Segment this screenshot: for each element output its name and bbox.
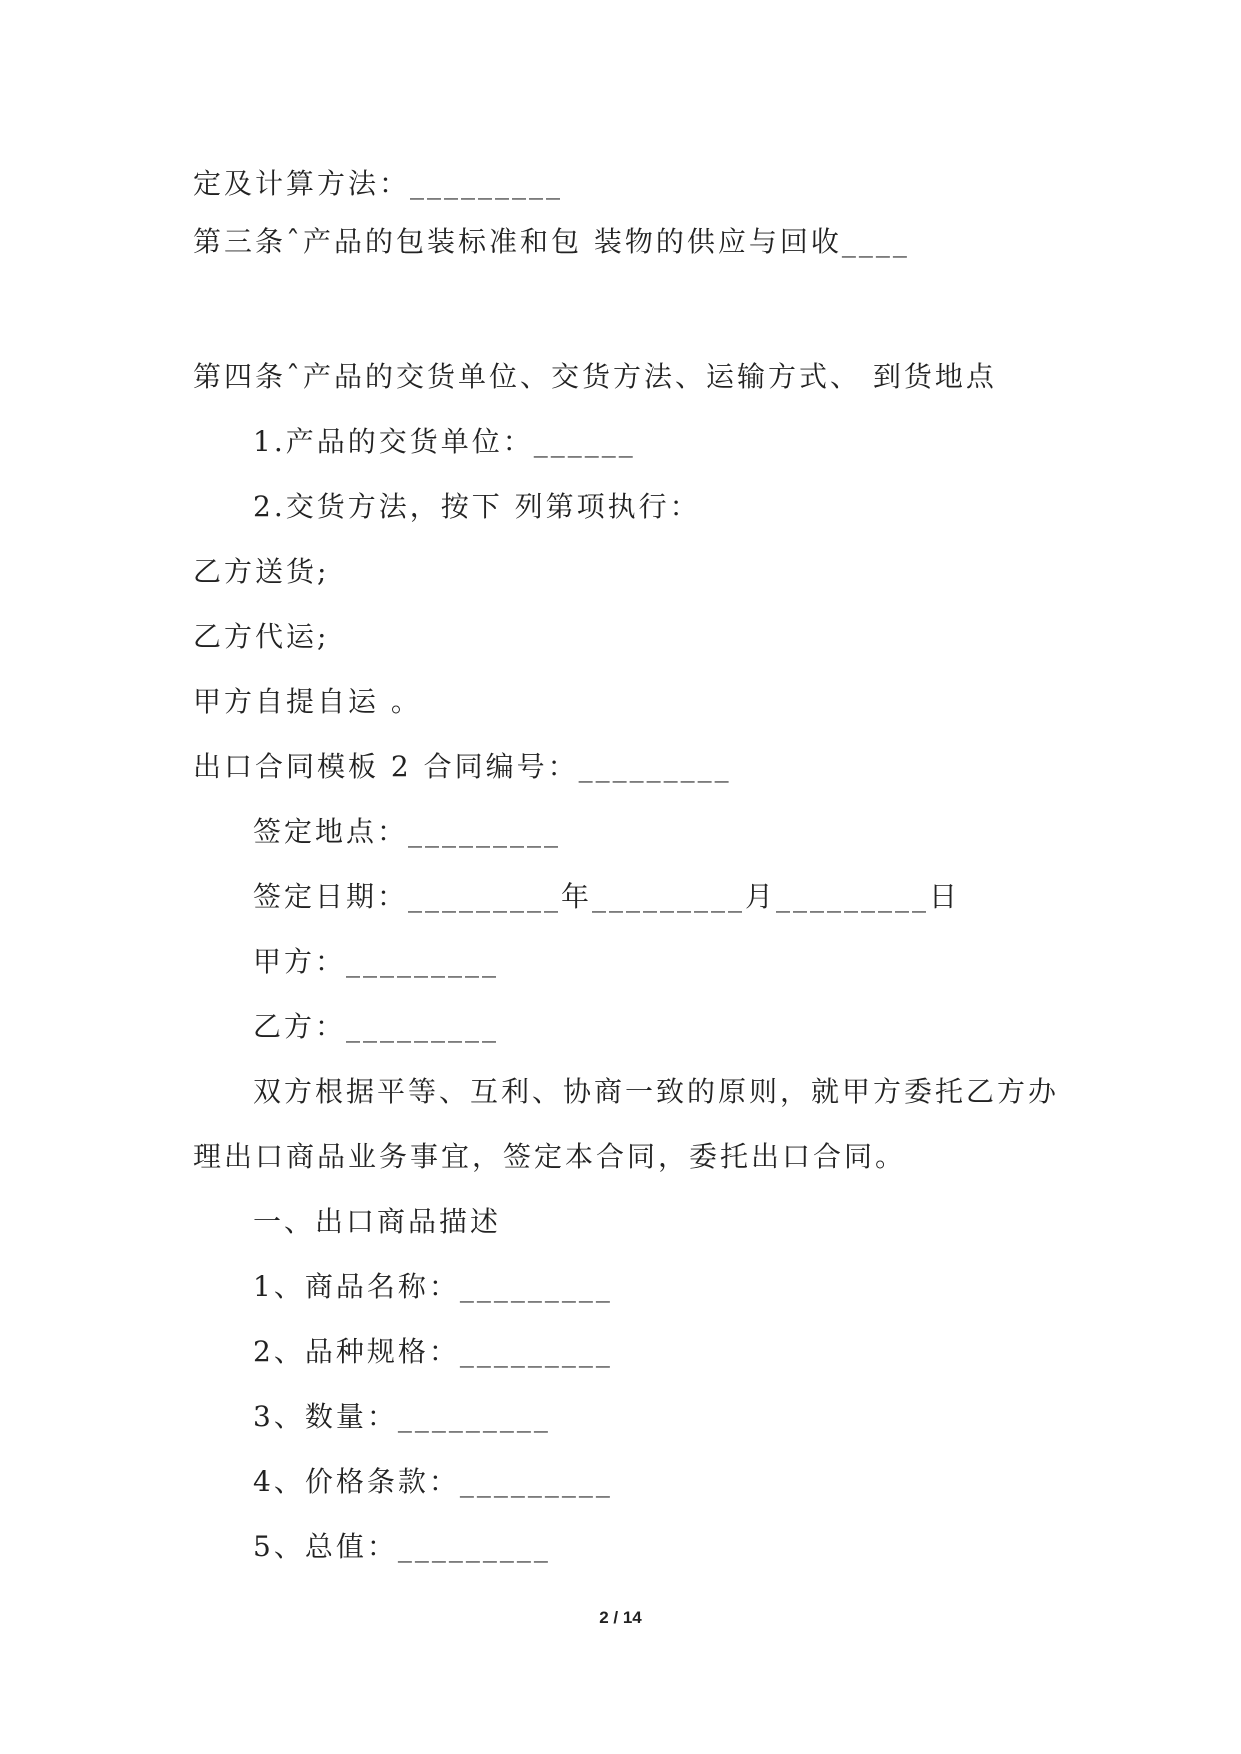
party-b: 乙方：_________ (253, 1010, 500, 1043)
list-item: 2、品种规格：_________ (253, 1335, 613, 1368)
text-line: 乙方送货; (193, 555, 330, 588)
signing-date: 签定日期：_________年_________月_________日 (253, 880, 961, 913)
list-item: 4、价格条款：_________ (253, 1465, 613, 1498)
list-item: 1.产品的交货单位：______ (253, 425, 636, 458)
text-line: 定及计算方法：_________ (193, 167, 564, 200)
contract-template-title: 出口合同模板 2 合同编号：_________ (193, 750, 732, 783)
list-item: 1、商品名称：_________ (253, 1270, 613, 1303)
signing-place: 签定地点：_________ (253, 815, 562, 848)
text-line: 甲方自提自运 。 (193, 685, 422, 718)
list-item: 3、数量：_________ (253, 1400, 551, 1433)
section-heading: 一、出口商品描述 (253, 1205, 502, 1238)
page-number: 2 / 14 (599, 1608, 642, 1627)
party-a: 甲方：_________ (253, 945, 500, 978)
text-line: 乙方代运; (193, 620, 330, 653)
paragraph-line: 双方根据平等、互利、协商一致的原则，就甲方委托乙方办 (253, 1075, 1060, 1108)
clause-4-heading: 第四条ˆ产品的交货单位、交货方法、运输方式、 到货地点 (193, 360, 997, 393)
list-item: 2.交货方法，按下 列第项执行： (253, 490, 701, 523)
list-item: 5、总值：_________ (253, 1530, 551, 1563)
paragraph-line: 理出口商品业务事宜，签定本合同，委托出口合同。 (193, 1140, 907, 1173)
clause-3-heading: 第三条ˆ产品的包装标准和包 装物的供应与回收____ (193, 225, 910, 258)
